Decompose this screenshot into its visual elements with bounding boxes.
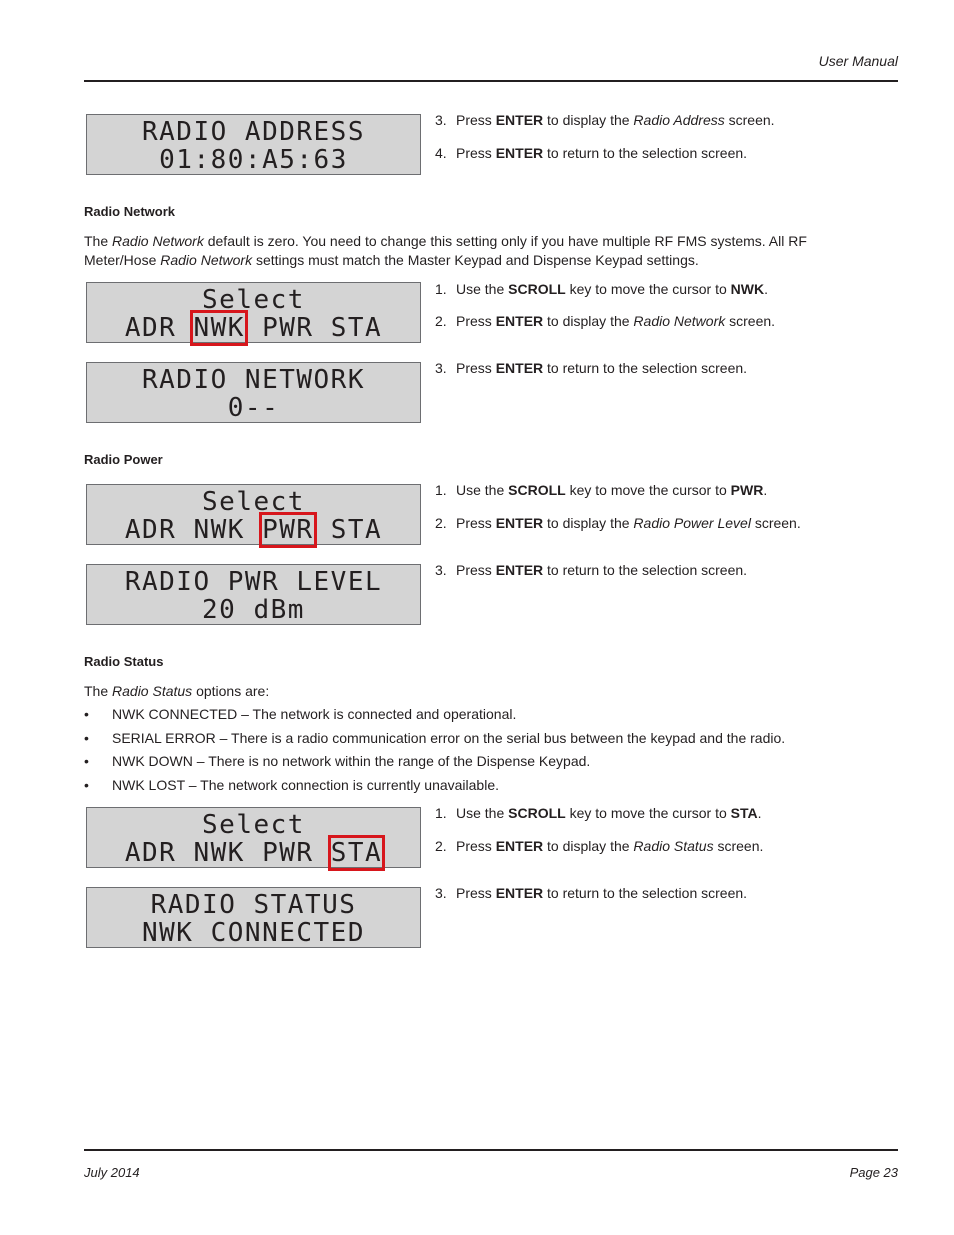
footer-rule xyxy=(84,1149,898,1151)
step-network-1: 1. Use the SCROLL key to move the cursor to NWK. xyxy=(435,281,768,297)
step-power-1: 1. Use the SCROLL key to move the cursor to PWR. xyxy=(435,482,768,498)
header-title: User Manual xyxy=(818,53,898,69)
lcd-line-1: Select xyxy=(202,810,305,840)
lcd-select-pwr xyxy=(86,484,421,545)
step-address-4: 4. Press ENTER to return to the selection screen. xyxy=(435,145,748,161)
lcd-line-1: RADIO ADDRESS xyxy=(142,117,365,147)
lcd-radio-power xyxy=(86,564,421,625)
lcd-radio-status xyxy=(86,887,421,948)
heading-radio-network: Radio Network xyxy=(84,204,176,219)
step-power-3: 3. Press ENTER to return to the selection screen. xyxy=(435,562,748,578)
list-item: • NWK CONNECTED – The network is connected and operational. xyxy=(84,706,517,722)
lcd-line-2: 20 dBm xyxy=(202,595,305,625)
lcd-line-2: 01:80:A5:63 xyxy=(159,145,348,175)
step-power-2: 2. Press ENTER to display the Radio Power Level screen. xyxy=(435,515,801,531)
lcd-radio-address xyxy=(86,114,421,175)
step-network-3: 3. Press ENTER to return to the selection screen. xyxy=(435,360,748,376)
list-item: • SERIAL ERROR – There is a radio communication error on the serial bus between the keypad and the radio. xyxy=(84,730,786,746)
step-address-3: 3. Press ENTER to display the Radio Address screen. xyxy=(435,112,775,128)
radio-status-intro: The Radio Status options are: xyxy=(84,683,270,699)
lcd-line-1: RADIO NETWORK xyxy=(142,365,365,395)
page-number: Page 23 xyxy=(849,1165,898,1180)
heading-radio-power: Radio Power xyxy=(84,452,163,467)
step-status-3: 3. Press ENTER to return to the selection screen. xyxy=(435,885,748,901)
list-item: • NWK LOST – The network connection is currently unavailable. xyxy=(84,777,500,793)
cursor-highlight-nwk: NWK xyxy=(193,313,245,343)
lcd-line-1: Select xyxy=(202,487,305,517)
lcd-line-1: Select xyxy=(202,285,305,315)
lcd-line-1: RADIO STATUS xyxy=(150,890,357,920)
list-item: • NWK DOWN – There is no network within the range of the Dispense Keypad. xyxy=(84,753,591,769)
lcd-select-sta xyxy=(86,807,421,868)
cursor-highlight-pwr: PWR xyxy=(262,515,314,545)
step-status-2: 2. Press ENTER to display the Radio Status screen. xyxy=(435,838,764,854)
lcd-line-2: 0-- xyxy=(227,393,280,423)
heading-radio-status: Radio Status xyxy=(84,654,164,669)
lcd-radio-network xyxy=(86,362,421,423)
lcd-select-nwk xyxy=(86,282,421,343)
lcd-line-2: ADR NWK PWR STA xyxy=(124,515,383,545)
lcd-line-2: ADR NWK PWR STA xyxy=(124,838,383,868)
cursor-highlight-sta: STA xyxy=(330,838,383,868)
lcd-line-2: ADR NWK PWR STA xyxy=(124,313,383,343)
lcd-line-1: RADIO PWR LEVEL xyxy=(124,567,383,597)
step-status-1: 1. Use the SCROLL key to move the cursor to STA. xyxy=(435,805,762,821)
radio-network-description: The Radio Network default is zero. You need to change this setting only if you have multiple RF FMS systems. All RF Meter/Hose Radio Network settings must match the Master Keypad and Dispense Keypad settings. xyxy=(84,233,807,268)
header-rule xyxy=(84,80,898,82)
footer-date: July 2014 xyxy=(84,1165,140,1180)
lcd-line-2: NWK CONNECTED xyxy=(142,918,365,948)
step-network-2: 2. Press ENTER to display the Radio Network screen. xyxy=(435,313,776,329)
